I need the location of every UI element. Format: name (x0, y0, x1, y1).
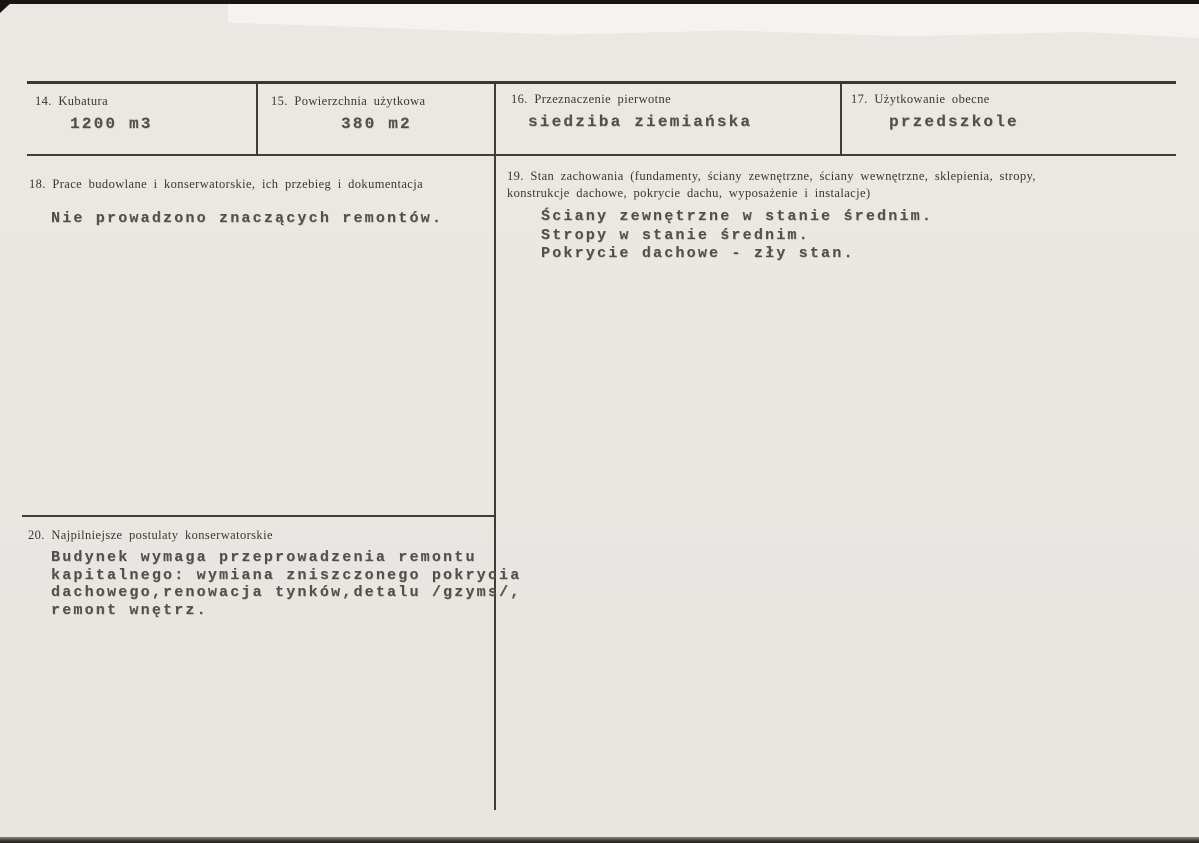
field19-line: Pokrycie dachowe - zły stan. (541, 245, 855, 262)
field20-value (51, 549, 521, 619)
divider-15-16 (494, 84, 496, 154)
field16-label: 16. Przeznaczenie pierwotne (511, 92, 672, 106)
field14-value: 1200 m3 (70, 115, 153, 133)
field15-value: 380 m2 (341, 115, 412, 133)
field17-label: 17. Użytkowanie obecne (851, 92, 990, 106)
field18-value: Nie prowadzono znaczących remontów. (51, 210, 444, 227)
scan-edge-top (0, 0, 1199, 4)
scan-light-band (228, 4, 1199, 38)
rule-field20-top (22, 515, 495, 517)
field19-label: 19. Stan zachowania (fundamenty, ściany zewnętrzne, ściany wewnętrzne, sklepienia, stropy, konstrukcje dachowe, pokrycie dachu, wyposażenie i instalacje) (507, 169, 1036, 200)
field20-line: dachowego,renowacja tynków,detalu /gzyms/, (51, 584, 522, 601)
field15-label: 15. Powierzchnia użytkowa (271, 94, 426, 108)
field19-value (541, 208, 933, 264)
field20-line: remont wnętrz. (51, 601, 208, 619)
rule-top (27, 81, 1176, 84)
field17-value: przedszkole (889, 113, 1019, 131)
field20-label: 20. Najpilniejsze postulaty konserwatorskie (28, 528, 273, 542)
divider-center-vertical (494, 156, 496, 810)
divider-14-15 (256, 84, 258, 154)
field20-line: Budynek wymaga przeprowadzenia remontu (51, 549, 477, 566)
scan-corner-artifact (0, 0, 14, 13)
field20-line: kapitalnego: wymiana zniszczonego pokrycia (51, 566, 522, 584)
rule-row1-bottom (27, 154, 1176, 156)
scan-edge-bottom (0, 837, 1199, 843)
field19-line: Stropy w stanie średnim. (541, 226, 810, 244)
field16-value: siedziba ziemiańska (528, 113, 753, 131)
field19-line: Ściany zewnętrzne w stanie średnim. (541, 208, 934, 225)
field18-label: 18. Prace budowlane i konserwatorskie, ich przebieg i dokumentacja (29, 177, 424, 191)
field14-label: 14. Kubatura (35, 94, 109, 108)
divider-16-17 (840, 84, 842, 154)
